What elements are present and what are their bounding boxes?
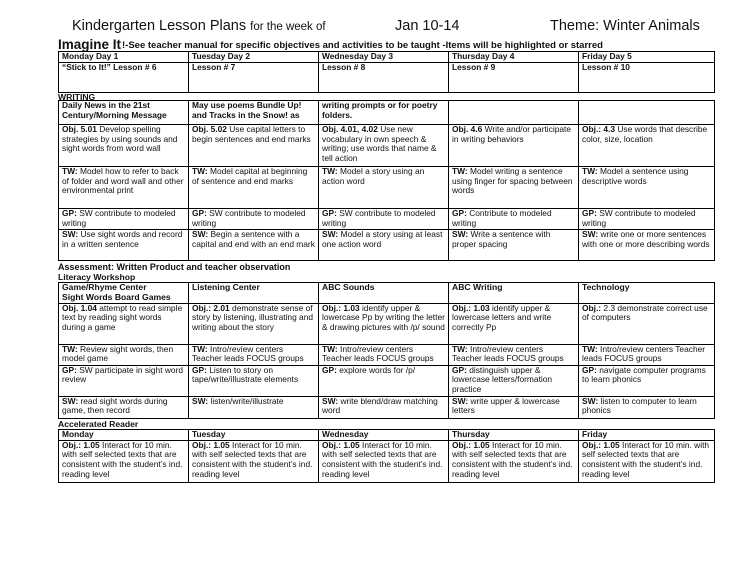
guided-practice-cell [189,209,319,230]
gp-text: Contribute to modeled writing [452,208,552,228]
student-work-cell [189,396,319,418]
obj-text: Develop spelling strategies by using sounds and sight words from word wall [62,124,178,154]
day-header: Wednesday [319,430,449,441]
accelerated-reader-table [58,429,715,483]
lesson-cell: Lesson # 9 [449,62,579,92]
writing-label: WRITING [58,92,96,102]
lesson-cell: Lesson # 8 [319,62,449,92]
objective-cell [449,125,579,167]
sw-text: listen/write/illustrate [208,396,284,406]
writing-intro: May use poems Bundle Up! and Tracks in the Snow! as [189,101,319,125]
student-work-cell [579,230,715,261]
gp-label: GP: [192,208,207,218]
objective-cell [189,303,319,344]
obj-label: Obj. 5.01 [62,124,97,134]
obj-label: Obj.: 1.05 [192,440,230,450]
teacher-work-cell [59,167,189,209]
gp-text: SW contribute to modeled writing [322,208,436,228]
gp-text: SW contribute to modeled writing [582,208,696,228]
writing-intro: writing prompts or for poetry folders. [319,101,449,125]
student-work-cell [449,230,579,261]
tw-text: Model writing a sentence using finger for spacing between words [452,166,573,196]
objective-cell [319,125,449,167]
sw-label: SW: [192,229,209,239]
center-header: Listening Center [189,283,319,304]
day-header: Friday [579,430,715,441]
gp-text: explore words for /p/ [336,365,416,375]
gp-text: SW participate in sight word review [62,365,184,385]
sw-label: SW: [62,396,79,406]
tw-label: TW: [452,344,468,354]
tw-text: Review sight words, then model game [62,344,174,364]
objective-cell [59,440,189,482]
obj-text: Interact for 10 min. with self selected texts that are consistent with the student’s ind. reading level [452,440,573,479]
student-work-cell [189,230,319,261]
obj-label: Obj.: 2.01 [192,303,230,313]
student-work-cell [59,230,189,261]
tw-text: Intro/review centers Teacher leads FOCUS groups [582,344,706,364]
sw-text: Use sight words and record in a written sentence [62,229,183,249]
obj-label: Obj.: 1.03 [452,303,490,313]
tw-text: Model capital at beginning of sentence and end marks [192,166,308,186]
obj-label: Obj. 4.6 [452,124,483,134]
sw-label: SW: [192,396,209,406]
gp-label: GP: [322,208,337,218]
teacher-work-cell [319,167,449,209]
accelerated-reader-label: Accelerated Reader [58,419,139,429]
sw-text: listen to computer to learn phonics [582,396,697,416]
gp-text: Listen to story on tape/write/illustrate elements [192,365,299,385]
theme-title: Theme: Winter Animals [550,18,700,34]
objective-cell [319,440,449,482]
sw-text: Write a sentence with proper spacing [452,229,551,249]
obj-label: Obj. 5.02 [192,124,227,134]
obj-label: Obj.: 1.05 [582,440,620,450]
gp-label: GP: [322,365,337,375]
tw-label: TW: [452,166,468,176]
student-work-cell [449,396,579,418]
obj-text: identify upper & lowercase Pp by writing the letter & drawing pictures with /p/ sound [322,303,445,333]
objective-cell [59,125,189,167]
obj-text: Interact for 10 min. with self selected texts that are consistent with the student’s ind. reading level [582,440,710,479]
sw-text: read sight words during game, then record [62,396,168,416]
obj-text: 2.3 demonstrate correct use of computers [582,303,708,323]
teacher-work-cell [579,344,715,365]
tw-label: TW: [62,344,78,354]
sw-label: SW: [582,396,599,406]
title-text: Kindergarten Lesson Plans [72,18,247,34]
imagine-it-heading: Imagine It [58,37,122,52]
gp-text: distinguish upper & lowercase letters/formation practice [452,365,553,395]
tw-label: TW: [192,166,208,176]
obj-label: Obj. 4.01, 4.02 [322,124,378,134]
day-header: Friday Day 5 [579,52,715,63]
sw-text: Model a story using at least one action word [322,229,443,249]
obj-text: Use capital letters to begin sentences and end marks [192,124,311,144]
writing-table [58,100,715,261]
tw-label: TW: [62,166,78,176]
teacher-work-cell [449,344,579,365]
literacy-workshop-table [58,282,715,419]
day-header: Monday [59,430,189,441]
objective-cell [579,303,715,344]
obj-text: Write and/or participate in writing behaviors [452,124,572,144]
student-work-cell [319,230,449,261]
gp-text: SW contribute to modeled writing [62,208,176,228]
obj-label: Obj.: 1.03 [322,303,360,313]
tw-text: Model a story using an action word [322,166,425,186]
sw-text: Begin a sentence with a capital and end with an end mark [192,229,315,249]
lesson-cell: Lesson # 7 [189,62,319,92]
page-title [72,18,326,34]
tw-label: TW: [582,166,598,176]
objective-cell [59,303,189,344]
guided-practice-cell [59,365,189,396]
guided-practice-cell [319,365,449,396]
tw-text: Intro/review centers Teacher leads FOCUS groups [192,344,304,364]
guided-practice-cell [579,365,715,396]
title-subtitle: for the week of [250,21,326,33]
center-header: ABC Writing [449,283,579,304]
day-header: Tuesday Day 2 [189,52,319,63]
tw-text: Model how to refer to back of folder and word wall and other environmental print [62,166,184,196]
sw-label: SW: [322,229,339,239]
writing-intro [449,101,579,125]
center-header [59,283,189,304]
objective-cell [449,440,579,482]
sw-text: write one or more sentences with one or more describing words [582,229,710,249]
guided-practice-cell [449,209,579,230]
teacher-work-cell [59,344,189,365]
day-header: Thursday Day 4 [449,52,579,63]
obj-text: Use words that describe color, size, location [582,124,708,144]
student-work-cell [579,396,715,418]
objective-cell [319,303,449,344]
obj-label: Obj.: [582,303,602,313]
sw-label: SW: [62,229,79,239]
obj-text: attempt to read simple text by reading sight words during a game [62,303,183,333]
day-header: Monday Day 1 [59,52,189,63]
objective-cell [449,303,579,344]
tw-text: Intro/review centers Teacher leads FOCUS groups [452,344,564,364]
gp-label: GP: [452,365,467,375]
tw-text: Model a sentence using descriptive words [582,166,689,186]
gp-label: GP: [582,208,597,218]
guided-practice-cell [189,365,319,396]
guided-practice-cell [59,209,189,230]
center-header: Technology [579,283,715,304]
guided-practice-cell [579,209,715,230]
objective-cell [579,440,715,482]
sw-text: write blend/draw matching word [322,396,438,416]
day-header: Thursday [449,430,579,441]
lesson-cell: “Stick to It!” Lesson # 6 [59,62,189,92]
obj-text: Use new vocabulary in own speech & writing; use words that name & tell action [322,124,437,163]
tw-label: TW: [322,344,338,354]
imagine-it-table [58,51,715,93]
teacher-work-cell [449,167,579,209]
gp-label: GP: [452,208,467,218]
center-subtitle: Sight Words Board Games [62,291,171,302]
gp-label: GP: [62,365,77,375]
teacher-work-cell [189,344,319,365]
imagine-it-note: !-See teacher manual for specific objectives and activities to be taught -Items will be highlighted or starred [122,40,603,51]
gp-text: navigate computer programs to learn phonics [582,365,706,385]
literacy-workshop-label: Literacy Workshop [58,272,136,282]
week-date: Jan 10-14 [395,18,460,34]
obj-label: Obj.: 1.05 [452,440,490,450]
gp-label: GP: [582,365,597,375]
day-header: Wednesday Day 3 [319,52,449,63]
obj-label: Obj. 1.04 [62,303,97,313]
teacher-work-cell [189,167,319,209]
center-header: ABC Sounds [319,283,449,304]
objective-cell [189,125,319,167]
writing-intro [579,101,715,125]
gp-label: GP: [192,365,207,375]
gp-text: SW contribute to modeled writing [192,208,306,228]
day-header: Tuesday [189,430,319,441]
obj-text: Interact for 10 min. with self selected texts that are consistent with the student’s ind. reading level [62,440,183,479]
teacher-work-cell [319,344,449,365]
guided-practice-cell [449,365,579,396]
teacher-work-cell [579,167,715,209]
lesson-cell: Lesson # 10 [579,62,715,92]
sw-label: SW: [452,229,469,239]
assessment-line: Assessment: Written Product and teacher observation [58,262,291,272]
obj-text: demonstrate sense of story by listening, illustrating and writing about the story [192,303,314,333]
obj-label: Obj.: 4.3 [582,124,616,134]
sw-text: write upper & lowercase letters [452,396,560,416]
tw-label: TW: [582,344,598,354]
gp-label: GP: [62,208,77,218]
student-work-cell [59,396,189,418]
obj-text: Interact for 10 min. with self selected texts that are consistent with the student’s ind. reading level [322,440,443,479]
sw-label: SW: [322,396,339,406]
tw-label: TW: [322,166,338,176]
guided-practice-cell [319,209,449,230]
tw-text: Intro/review centers Teacher leads FOCUS groups [322,344,434,364]
student-work-cell [319,396,449,418]
obj-label: Obj.: 1.05 [322,440,360,450]
sw-label: SW: [582,229,599,239]
obj-text: identify upper & lowercase letters and write correctly Pp [452,303,552,333]
tw-label: TW: [192,344,208,354]
sw-label: SW: [452,396,469,406]
objective-cell [579,125,715,167]
obj-text: Interact for 10 min. with self selected texts that are consistent with the student’s ind. reading level [192,440,313,479]
objective-cell [189,440,319,482]
writing-intro: Daily News in the 21st Century/Morning Message [59,101,189,125]
center-title: Game/Rhyme Center [62,282,147,292]
obj-label: Obj.: 1.05 [62,440,100,450]
